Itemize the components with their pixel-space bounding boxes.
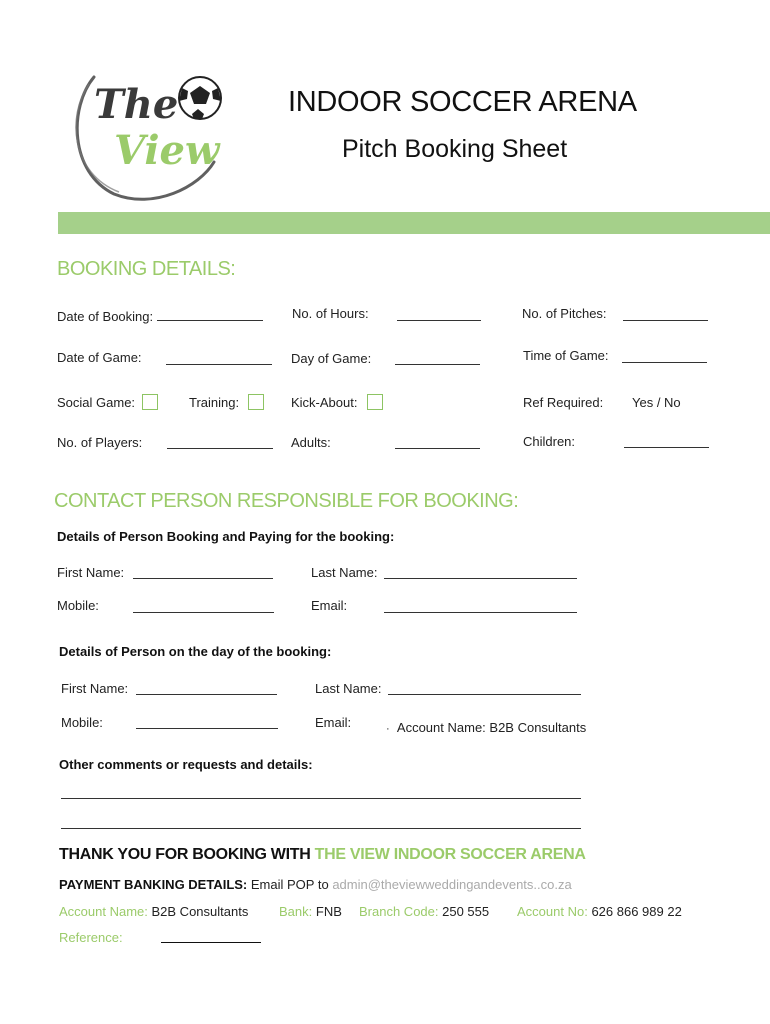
last-name-label: Last Name: [311,565,378,580]
contact-person-heading: CONTACT PERSON RESPONSIBLE FOR BOOKING: [54,490,519,512]
day-person-heading: Details of Person on the day of the booking: [59,644,332,659]
comments-heading: Other comments or requests and details: [59,757,313,772]
adults-label: Adults: [291,435,331,450]
social-game-label: Social Game: [57,395,136,410]
no-of-pitches-line[interactable] [623,319,708,321]
time-of-game-line[interactable] [622,361,707,363]
logo-word-view: View [114,127,220,174]
header-divider-band [58,212,770,234]
mobile-label: Mobile: [57,598,99,613]
day-of-game-line[interactable] [395,363,480,365]
day-of-game-label: Day of Game: [291,351,372,366]
social-game-checkbox[interactable] [142,394,158,410]
date-of-booking-field[interactable] [57,309,263,324]
payment-details-line: PAYMENT BANKING DETAILS: Email POP to admin@theviewweddingandevents..co.za [59,877,572,892]
adults-line[interactable] [395,447,480,449]
comments-line-1[interactable] [61,797,581,799]
date-of-booking-label: Date of Booking: [57,309,154,324]
payment-email-link[interactable]: admin@theviewweddingandevents..co.za [332,877,572,892]
no-of-players-line[interactable] [167,447,273,449]
booking-details-heading: BOOKING DETAILS: [57,258,236,280]
no-of-hours-label: No. of Hours: [292,306,369,321]
page-subtitle: Pitch Booking Sheet [342,135,568,163]
date-of-booking-line[interactable] [157,319,263,321]
kick-about-checkbox[interactable] [367,394,383,410]
no-of-pitches-label: No. of Pitches: [522,306,607,321]
email-label: Email: [311,598,348,613]
day-last-name-label: Last Name: [315,681,382,696]
reference-line[interactable] [161,942,261,943]
paying-person-heading: Details of Person Booking and Paying for the booking: [57,529,395,544]
no-of-players-label: No. of Players: [57,435,143,450]
day-mobile-label: Mobile: [61,715,103,730]
the-view-logo [64,62,234,207]
account-name-item: Account Name: B2B Consultants [59,904,249,919]
day-last-name-line[interactable] [388,693,581,695]
first-name-label: First Name: [57,565,125,580]
day-first-name-label: First Name: [61,681,129,696]
branch-code-item: Branch Code: 250 555 [359,904,490,919]
email-line[interactable] [384,611,577,613]
mobile-line[interactable] [133,611,274,613]
ref-yes-no-option[interactable]: Yes / No [632,395,681,410]
day-email-label: Email: [315,715,352,730]
day-mobile-line[interactable] [136,727,278,729]
thank-you-line: THANK YOU FOR BOOKING WITH THE VIEW INDOOR SOCCER ARENA [59,846,586,863]
children-line[interactable] [624,446,709,448]
day-first-name-line[interactable] [136,693,277,695]
comments-line-2[interactable] [61,827,581,829]
date-of-game-line[interactable] [166,363,272,365]
no-of-hours-line[interactable] [397,319,481,321]
training-checkbox[interactable] [248,394,264,410]
training-label: Training: [189,395,240,410]
first-name-line[interactable] [133,577,273,579]
page-title: INDOOR SOCCER ARENA [288,86,637,118]
account-no-item: Account No: 626 866 989 22 [517,904,682,919]
logo-word-the: The [94,81,179,128]
time-of-game-label: Time of Game: [523,348,609,363]
kick-about-label: Kick-About: [291,395,358,410]
date-of-game-label: Date of Game: [57,350,142,365]
ref-required-label: Ref Required: [523,395,604,410]
account-note: · Account Name: B2B Consultants [386,720,587,735]
children-label: Children: [523,434,576,449]
reference-label: Reference: [59,930,123,945]
last-name-line[interactable] [384,577,577,579]
bank-item: Bank: FNB [279,904,342,919]
